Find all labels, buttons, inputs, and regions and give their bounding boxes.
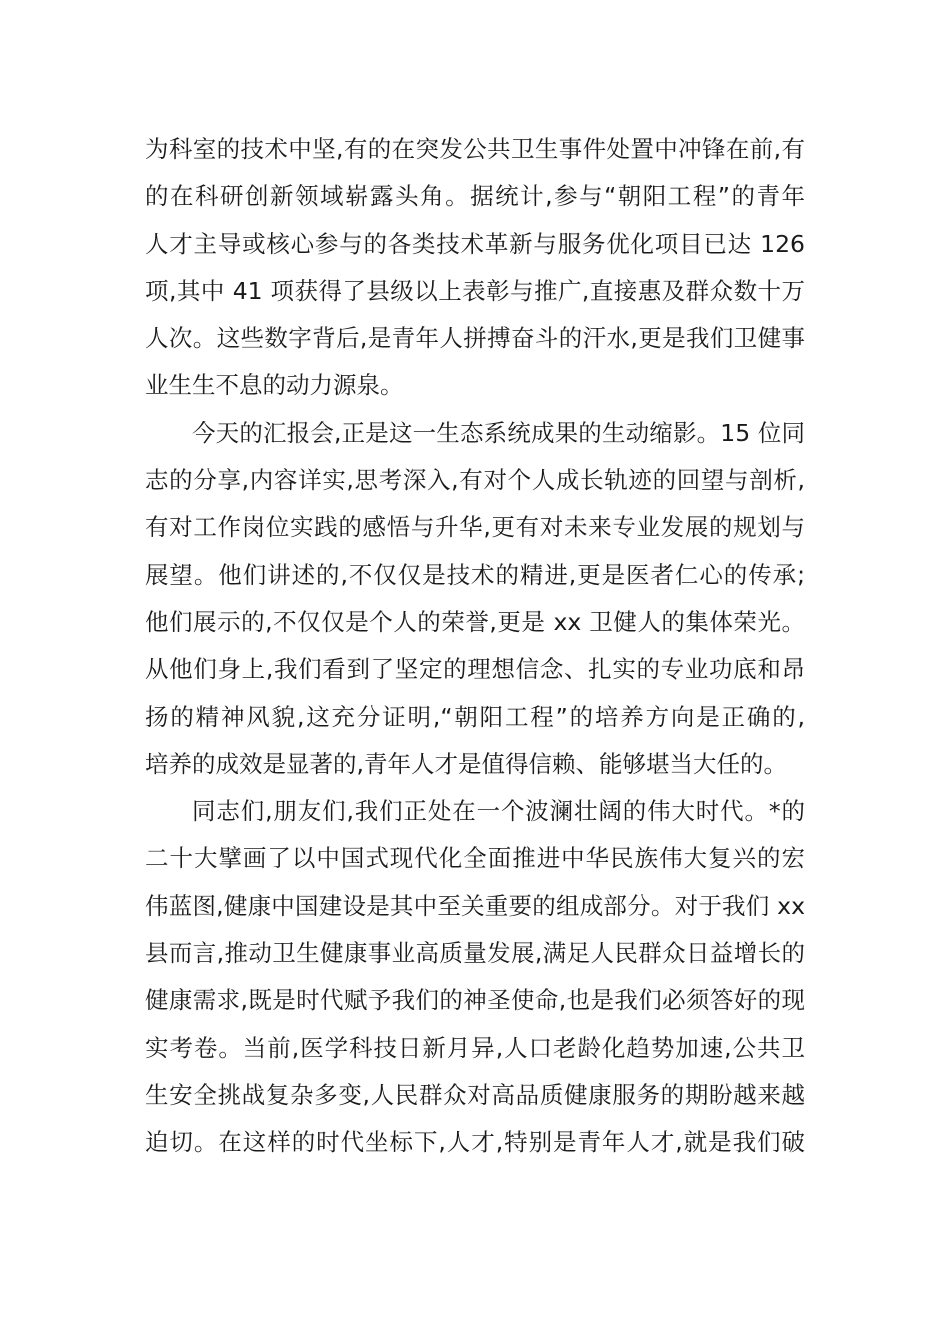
text-line: 有对工作岗位实践的感悟与升华,更有对未来专业发展的规划与	[145, 513, 805, 542]
paragraph-end-line: 业生生不息的动力源泉。	[145, 371, 404, 400]
text-line: 人次。这些数字背后,是青年人拼搏奋斗的汗水,更是我们卫健事	[145, 324, 805, 353]
text-line: 的在科研创新领域崭露头角。据统计,参与“朝阳工程”的青年	[145, 182, 805, 211]
text-line: 从他们身上,我们看到了坚定的理想信念、扎实的专业功底和昂	[145, 655, 805, 684]
text-line: 扬的精神风貌,这充分证明,“朝阳工程”的培养方向是正确的,	[145, 702, 805, 731]
text-line: 他们展示的,不仅仅是个人的荣誉,更是 xx 卫健人的集体荣光。	[145, 607, 805, 636]
text-line: 二十大擘画了以中国式现代化全面推进中华民族伟大复兴的宏	[145, 844, 805, 873]
body-text	[145, 126, 805, 1167]
text-line: 生安全挑战复杂多变,人民群众对高品质健康服务的期盼越来越	[145, 1080, 805, 1109]
paragraph-start-line: 同志们,朋友们,我们正处在一个波澜壮阔的伟大时代。*的	[192, 797, 805, 826]
text-line: 人才主导或核心参与的各类技术革新与服务优化项目已达 126	[145, 229, 805, 258]
text-line: 伟蓝图,健康中国建设是其中至关重要的组成部分。对于我们 xx	[145, 891, 805, 920]
text-line: 健康需求,既是时代赋予我们的神圣使命,也是我们必须答好的现	[145, 986, 805, 1015]
paragraph-start-line: 今天的汇报会,正是这一生态系统成果的生动缩影。15 位同	[192, 418, 805, 447]
text-line: 县而言,推动卫生健康事业高质量发展,满足人民群众日益增长的	[145, 939, 805, 968]
text-line: 为科室的技术中坚,有的在突发公共卫生事件处置中冲锋在前,有	[145, 135, 805, 163]
text-line: 实考卷。当前,医学科技日新月异,人口老龄化趋势加速,公共卫	[145, 1033, 805, 1062]
text-line: 志的分享,内容详实,思考深入,有对个人成长轨迹的回望与剖析,	[145, 466, 805, 495]
text-line: 项,其中 41 项获得了县级以上表彰与推广,直接惠及群众数十万	[145, 276, 805, 305]
paragraph-end-line: 培养的成效是显著的,青年人才是值得信赖、能够堪当大任的。	[145, 749, 787, 778]
text-line: 迫切。在这样的时代坐标下,人才,特别是青年人才,就是我们破	[145, 1128, 805, 1157]
text-line: 展望。他们讲述的,不仅仅是技术的精进,更是医者仁心的传承;	[145, 560, 805, 589]
